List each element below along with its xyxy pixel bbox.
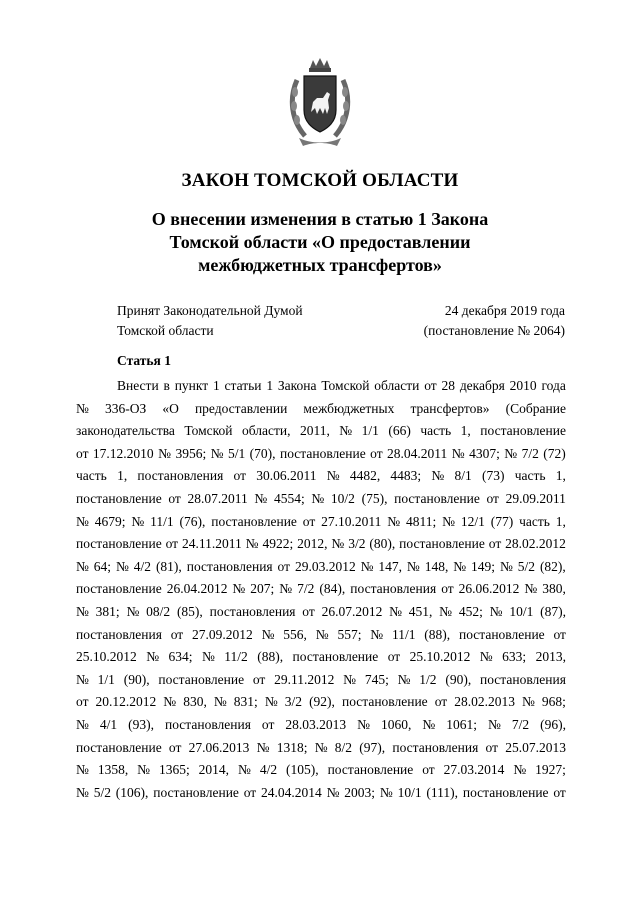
body-word: № — [504, 445, 518, 461]
body-word: (82), — [539, 558, 566, 574]
body-word: постановления — [480, 671, 566, 687]
body-word: 1318; — [276, 739, 308, 755]
body-word: 26.04.2012 — [166, 581, 228, 597]
body-word: (72) — [543, 445, 566, 461]
body-word: постановления — [76, 626, 162, 642]
body-word: № — [442, 513, 455, 529]
body-word: № — [339, 423, 353, 439]
body-word: постановление — [462, 784, 549, 800]
body-word: № — [213, 694, 227, 710]
body-word: 17.12.2010 — [92, 445, 154, 461]
body-text-line — [76, 488, 566, 511]
body-word: постановление — [341, 694, 428, 710]
body-word: № — [326, 468, 340, 484]
body-word: 28 — [441, 378, 455, 393]
body-text-line — [76, 691, 566, 714]
body-text-line — [76, 398, 566, 421]
body-word: № — [406, 558, 420, 574]
body-word: № — [163, 694, 177, 710]
body-word: № — [232, 581, 246, 597]
body-word: 207; — [250, 581, 275, 597]
subtitle-line: Томской области «О предоставлении — [169, 232, 471, 252]
body-word: № — [431, 468, 445, 484]
body-word: 1060, — [380, 716, 412, 732]
body-word: 2011, — [299, 423, 330, 439]
body-word: № — [256, 739, 270, 755]
body-word: 1 — [266, 378, 274, 393]
body-word: 1927; — [535, 762, 566, 778]
body-word: 27.06.2013 — [188, 739, 250, 755]
body-text-line — [76, 714, 566, 737]
body-word: 20.12.2012 — [95, 694, 157, 710]
body-word: 27.03.2014 — [443, 762, 505, 778]
body-word: № — [513, 762, 527, 778]
body-word: 10/1 — [397, 784, 422, 800]
body-word: № — [146, 649, 160, 665]
body-word: 4483; — [390, 468, 422, 484]
body-word: 1/2 — [419, 671, 437, 687]
body-word: 1, — [555, 513, 566, 529]
body-word: от — [302, 513, 316, 529]
body-text-line — [76, 669, 566, 692]
body-word: постановления — [209, 603, 296, 619]
body-word: 4/2 — [259, 762, 278, 778]
adoption-date: 24 декабря 2019 года — [444, 303, 565, 318]
body-word: № — [489, 603, 503, 619]
body-word: часть — [76, 468, 107, 484]
body-word: от — [168, 490, 181, 506]
body-word: «О — [162, 400, 179, 416]
body-word: 26.07.2012 — [321, 603, 383, 619]
body-word: постановления — [137, 468, 224, 484]
body-text-line — [76, 578, 566, 601]
body-word: (96), — [540, 716, 566, 732]
body-word: от — [488, 536, 502, 552]
body-word: 4/2 — [133, 558, 152, 574]
body-word: № — [343, 671, 357, 687]
body-word: от — [252, 671, 266, 687]
body-word: постановление — [211, 513, 297, 529]
body-word: 11/2 — [224, 649, 248, 665]
body-word: от — [422, 762, 435, 778]
body-word: 10/1 — [509, 603, 534, 619]
body-word: № — [76, 784, 89, 800]
body-word: 4/1 — [99, 716, 118, 732]
body-word: от — [277, 558, 291, 574]
body-word: 2014, — [198, 762, 230, 778]
body-word: 7/2 — [297, 581, 315, 597]
tomsk-oblast-coat-of-arms-emblem — [287, 58, 353, 148]
body-word: 12/1 — [460, 513, 485, 529]
body-word: № — [210, 445, 224, 461]
body-word: 25.10.2012 — [409, 649, 471, 665]
body-word: 4679; — [94, 513, 126, 529]
body-text-line — [76, 443, 566, 466]
body-word: № — [76, 400, 89, 416]
body-word: № — [264, 694, 278, 710]
body-word: от — [233, 468, 247, 484]
body-word: № — [131, 513, 145, 529]
body-word: от — [387, 649, 401, 665]
body-word: статьи — [224, 378, 262, 393]
body-word: постановление — [153, 784, 239, 800]
body-word: № — [115, 558, 129, 574]
body-word: Внести — [117, 378, 159, 393]
body-word: (Собрание — [505, 400, 566, 416]
body-word: часть — [420, 423, 452, 439]
body-word: № — [499, 558, 513, 574]
body-word: № — [126, 603, 140, 619]
body-word: 4922; — [262, 536, 294, 552]
body-word: № — [315, 626, 329, 642]
body-word: 26.06.2012 — [458, 581, 520, 597]
body-word: 5/2 — [93, 784, 111, 800]
body-word: 2010 — [509, 378, 537, 393]
body-word: от — [553, 784, 566, 800]
body-text-line — [76, 646, 566, 669]
body-word: от — [370, 445, 383, 461]
body-word: 3/2 — [284, 694, 303, 710]
body-word: 24.04.2014 — [261, 784, 322, 800]
body-word: 4307; — [469, 445, 500, 461]
body-word: 149; — [471, 558, 496, 574]
body-word: 11/1 — [150, 513, 174, 529]
body-word: (81), — [155, 558, 182, 574]
body-word: (76), — [179, 513, 206, 529]
body-word: 27.10.2011 — [321, 513, 382, 529]
body-word: 1 — [212, 378, 220, 393]
body-word: № — [487, 716, 501, 732]
body-word: от — [302, 603, 315, 619]
body-word: (73) — [482, 468, 505, 484]
body-text-line — [76, 759, 566, 782]
body-word: (70), — [249, 445, 276, 461]
body-word: (90), — [123, 671, 150, 687]
body-word: 1358, — [97, 762, 129, 778]
body-word: от — [165, 536, 179, 552]
body-text-line — [76, 465, 566, 488]
body-text-line — [76, 624, 566, 647]
body-word: № — [279, 581, 293, 597]
body-word: (85), — [176, 603, 203, 619]
body-word: (88), — [257, 649, 284, 665]
body-word: (88), — [424, 626, 451, 642]
body-word: № — [370, 626, 384, 642]
body-word: 28.07.2011 — [187, 490, 248, 506]
body-word: постановление — [394, 490, 480, 506]
body-word: 29.03.2012 — [294, 558, 356, 574]
body-word: Томской — [184, 423, 233, 439]
body-word: постановление — [76, 490, 162, 506]
body-word: № — [422, 716, 436, 732]
body-word: от — [170, 626, 184, 642]
body-word: № — [245, 536, 259, 552]
body-word: 1365; — [158, 762, 190, 778]
body-word: 1/1 — [361, 423, 379, 439]
body-word: 147, — [378, 558, 403, 574]
body-word: 556, — [283, 626, 307, 642]
body-word: № — [76, 558, 89, 574]
body-text-line — [76, 737, 566, 760]
body-word: 1061; — [446, 716, 477, 732]
body-word: в — [163, 378, 170, 393]
body-word: 831; — [233, 694, 258, 710]
body-word: № — [326, 784, 340, 800]
body-word: № — [314, 739, 328, 755]
adopted-by-line: Принят Законодательной Думой — [117, 303, 303, 318]
body-word: № — [357, 716, 370, 732]
body-word: (90), — [445, 671, 472, 687]
body-word: постановление — [76, 536, 162, 552]
body-word: (111), — [426, 784, 459, 800]
law-title: ЗАКОН ТОМСКОЙ ОБЛАСТИ — [181, 170, 459, 191]
body-word: № — [387, 513, 401, 529]
body-word: 25.07.2013 — [505, 739, 566, 755]
body-word: (77) — [490, 513, 514, 529]
body-word: 29.11.2012 — [274, 671, 335, 687]
body-word: Закона — [277, 378, 317, 393]
body-word: № — [331, 536, 345, 552]
body-word: 1, — [460, 423, 471, 439]
body-word: постановление — [480, 423, 566, 439]
body-word: 745; — [364, 671, 389, 687]
body-word: (66) — [388, 423, 411, 439]
body-word: от — [76, 445, 89, 461]
body-word: постановления — [186, 558, 273, 574]
body-word: 08/2 — [146, 603, 171, 619]
body-word: часть — [519, 513, 550, 529]
body-word: 1, — [555, 468, 566, 484]
body-word: от — [243, 784, 257, 800]
body-word: года — [541, 378, 566, 393]
body-word: 2013, — [535, 649, 566, 665]
body-word: области, — [241, 423, 291, 439]
body-word: 28.02.2012 — [505, 536, 566, 552]
body-text-line — [76, 511, 566, 534]
body-word: пункт — [174, 378, 209, 393]
body-word: 4811; — [405, 513, 437, 529]
body-word: 24.11.2011 — [182, 536, 242, 552]
body-word: (106), — [115, 784, 149, 800]
body-word: 1/1 — [97, 671, 115, 687]
adopted-by-block — [117, 301, 303, 341]
body-text-line — [76, 420, 566, 443]
body-word: № — [76, 671, 89, 687]
body-word: № — [76, 762, 89, 778]
body-word: № — [311, 490, 325, 506]
body-word: 29.09.2011 — [505, 490, 566, 506]
body-word: № — [397, 671, 411, 687]
body-word: № — [76, 603, 89, 619]
body-word: постановление — [76, 581, 162, 597]
body-word: постановление — [327, 762, 414, 778]
body-word: 451, — [408, 603, 433, 619]
body-word: № — [453, 558, 467, 574]
body-word: области — [374, 378, 420, 393]
body-word: 380, — [542, 581, 566, 597]
body-word: 148, — [424, 558, 449, 574]
article-heading: Статья 1 — [117, 353, 171, 368]
body-word: 8/2 — [334, 739, 353, 755]
body-word: 381; — [95, 603, 120, 619]
body-word: 5/2 — [517, 558, 536, 574]
body-word: № — [479, 649, 493, 665]
body-word: от — [553, 626, 566, 642]
body-word: 11/1 — [391, 626, 416, 642]
body-word: 25.10.2012 — [76, 649, 137, 665]
article-body — [76, 375, 566, 804]
resolution-number: (постановление № 2064) — [423, 323, 565, 338]
body-word: постановление — [292, 649, 379, 665]
body-word: 2012, — [297, 536, 328, 552]
law-subtitle — [60, 208, 580, 277]
body-text-line — [76, 533, 566, 556]
body-word: 8/1 — [454, 468, 472, 484]
body-word: 5/1 — [227, 445, 246, 461]
body-text-line — [76, 556, 566, 579]
body-word: от — [76, 694, 89, 710]
body-word: 4554; — [273, 490, 305, 506]
body-word: от — [486, 490, 499, 506]
body-word: № — [254, 490, 268, 506]
body-word: постановление — [399, 536, 485, 552]
body-word: межбюджетных — [303, 400, 395, 416]
body-word: 634; — [168, 649, 193, 665]
body-word: трансфертов» — [410, 400, 490, 416]
body-word: 3956; — [175, 445, 207, 461]
body-word: постановление — [158, 671, 245, 687]
body-word: (87), — [540, 603, 566, 619]
body-word: № — [360, 558, 374, 574]
body-word: 27.09.2012 — [192, 626, 253, 642]
body-word: 4482, — [349, 468, 381, 484]
body-word: 7/2 — [511, 716, 530, 732]
body-word: 1, — [117, 468, 128, 484]
body-word: (97), — [359, 739, 386, 755]
adopted-by-line: Томской области — [117, 323, 214, 338]
subtitle-line: межбюджетных трансфертов» — [198, 255, 442, 275]
body-word: постановления — [392, 739, 479, 755]
body-word: от — [424, 378, 437, 393]
body-word: декабря — [459, 378, 505, 393]
body-word: (92), — [309, 694, 335, 710]
body-word: 336-ОЗ — [104, 400, 147, 416]
body-word: 7/2 — [521, 445, 539, 461]
body-word: от — [434, 694, 448, 710]
body-word: (84), — [319, 581, 346, 597]
body-word: 64; — [93, 558, 112, 574]
body-word: постановления — [164, 716, 251, 732]
body-word: 968; — [541, 694, 566, 710]
body-word: постановление — [76, 739, 162, 755]
body-word: (93), — [128, 716, 154, 732]
body-word: № — [201, 649, 215, 665]
body-word: постановление — [279, 445, 366, 461]
body-word: № — [439, 603, 453, 619]
body-word: 3/2 — [348, 536, 366, 552]
body-word: от — [485, 739, 498, 755]
body-word: от — [441, 581, 454, 597]
body-word: 557; — [337, 626, 362, 642]
body-word: 28.02.2013 — [454, 694, 515, 710]
adoption-date-block — [410, 301, 565, 341]
body-word: постановление — [458, 626, 545, 642]
body-word: постановления — [350, 581, 437, 597]
body-text-line — [76, 601, 566, 624]
body-text-line — [76, 375, 566, 398]
body-text-line — [76, 782, 566, 805]
body-word: 10/2 — [330, 490, 355, 506]
body-word: (80), — [369, 536, 396, 552]
body-word: предоставлении — [194, 400, 288, 416]
body-word: (75), — [361, 490, 388, 506]
body-word: часть — [514, 468, 546, 484]
body-word: № — [451, 445, 465, 461]
body-word: № — [158, 445, 171, 461]
body-word: 2003; — [344, 784, 376, 800]
body-word: 452; — [458, 603, 483, 619]
body-word: № — [389, 603, 402, 619]
body-word: 30.06.2011 — [256, 468, 317, 484]
body-word: законодательства — [76, 423, 175, 439]
body-word: Томской — [321, 378, 370, 393]
body-word: № — [237, 762, 251, 778]
body-word: № — [76, 513, 89, 529]
body-word: № — [522, 694, 535, 710]
body-word: № — [524, 581, 538, 597]
body-word: 830, — [183, 694, 207, 710]
body-word: (105), — [286, 762, 319, 778]
body-word: 633; — [502, 649, 527, 665]
body-word: 28.03.2013 — [285, 716, 347, 732]
body-word: № — [261, 626, 275, 642]
body-word: № — [379, 784, 393, 800]
body-word: 28.04.2011 — [387, 445, 448, 461]
body-word: № — [76, 716, 89, 732]
body-word: № — [137, 762, 151, 778]
body-word: от — [168, 739, 182, 755]
subtitle-line: О внесении изменения в статью 1 Закона — [151, 209, 489, 229]
body-word: от — [261, 716, 275, 732]
